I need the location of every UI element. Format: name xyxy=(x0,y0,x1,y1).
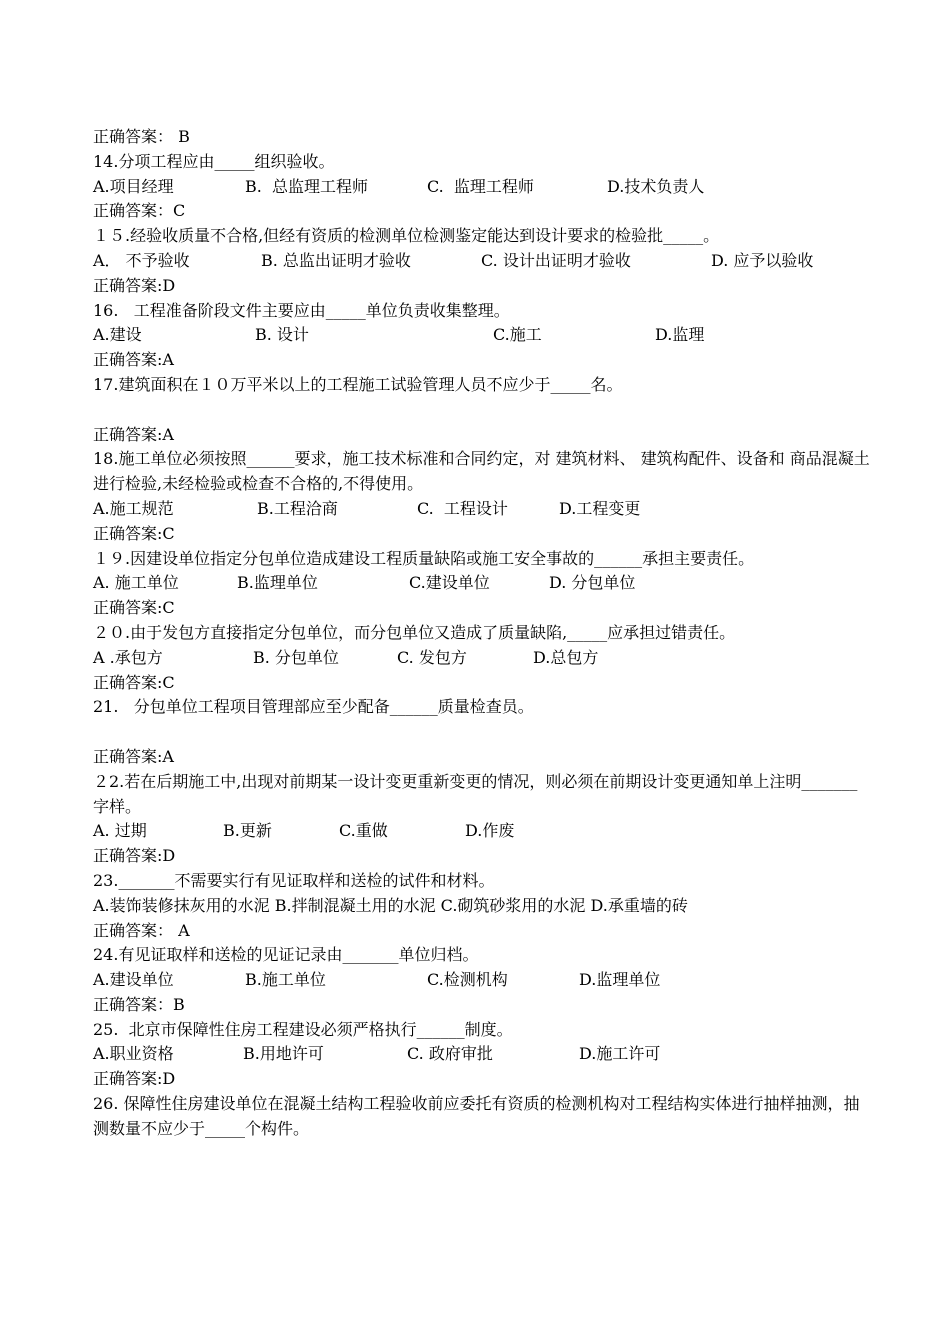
option-c: C.重做 xyxy=(339,821,388,841)
option-c: C. 监理工程师 xyxy=(427,176,534,196)
option-b: B. 分包单位 xyxy=(253,647,339,667)
option-row xyxy=(93,646,873,671)
option-a: A.建设 xyxy=(93,325,142,345)
option-b: B.施工单位 xyxy=(245,970,326,990)
answer-line: 正确答案:A xyxy=(93,746,174,766)
option-row xyxy=(93,175,873,200)
answer-line: 正确答案:D xyxy=(93,275,176,295)
option-b: B.用地许可 xyxy=(243,1044,324,1064)
question-text: 17.建筑面积在１０万平米以上的工程施工试验管理人员不应少于_____名。 xyxy=(93,374,623,394)
option-b: B. 总监出证明才验收 xyxy=(261,250,411,270)
option-d: D.监理单位 xyxy=(579,970,661,990)
answer-line: 正确答案:A xyxy=(93,350,174,370)
option-a: A.施工规范 xyxy=(93,498,174,518)
option-c: C. 设计出证明才验收 xyxy=(481,250,631,270)
option-d: D.监理 xyxy=(655,325,705,345)
option-d: D. 应予以验收 xyxy=(711,250,814,270)
question-text: 21. 分包单位工程项目管理部应至少配备______质量检查员。 xyxy=(93,697,534,717)
option-a: A.项目经理 xyxy=(93,176,174,196)
option-a: A. 过期 xyxy=(93,821,147,841)
answer-line: 正确答案:D xyxy=(93,846,176,866)
question-text: 14.分项工程应由_____组织验收。 xyxy=(93,151,335,171)
option-row xyxy=(93,249,873,274)
question-text: 24.有见证取样和送检的见证记录由_______单位归档。 xyxy=(93,945,479,965)
answer-line: 正确答案：C xyxy=(93,201,186,221)
question-text: A.装饰装修抹灰用的水泥 B.拌制混凝土用的水泥 C.砌筑砂浆用的水泥 D.承重墙的砖 xyxy=(93,895,688,915)
option-b: B.工程洽商 xyxy=(257,498,338,518)
answer-line: 正确答案:C xyxy=(93,598,175,618)
option-d: D.总包方 xyxy=(533,647,599,667)
option-row xyxy=(93,1042,873,1067)
option-row xyxy=(93,571,873,596)
document-page xyxy=(93,125,873,1142)
option-d: D. 分包单位 xyxy=(549,573,636,593)
option-a: A.建设单位 xyxy=(93,970,174,990)
option-b: B.监理单位 xyxy=(237,573,318,593)
blank-line xyxy=(93,398,873,423)
question-text: １９.因建设单位指定分包单位造成建设工程质量缺陷或施工安全事故的______承担主要责任。 xyxy=(93,548,755,568)
option-c: C. 工程设计 xyxy=(417,498,508,518)
option-c: C. 政府审批 xyxy=(407,1044,493,1064)
answer-line: 正确答案:C xyxy=(93,672,175,692)
option-b: B.更新 xyxy=(223,821,272,841)
answer-line: 正确答案:A xyxy=(93,424,174,444)
option-c: C.施工 xyxy=(493,325,542,345)
option-d: D.施工许可 xyxy=(579,1044,661,1064)
option-b: B. 设计 xyxy=(255,325,309,345)
option-row xyxy=(93,968,873,993)
option-row xyxy=(93,323,873,348)
answer-line: 正确答案:D xyxy=(93,1069,176,1089)
question-text: １５.经验收质量不合格,但经有资质的检测单位检测鉴定能达到设计要求的检验批_____。 xyxy=(93,226,720,246)
answer-line: 正确答案： B xyxy=(93,127,190,146)
option-c: C.检测机构 xyxy=(427,970,508,990)
answer-line: 正确答案： A xyxy=(93,920,190,940)
question-text: ２2.若在后期施工中,出现对前期某一设计变更重新变更的情况，则必须在前期设计变更通知单上注明_______字样。 xyxy=(93,771,858,816)
blank-line xyxy=(93,720,873,745)
option-a: A． 不予验收 xyxy=(93,250,190,270)
option-row xyxy=(93,819,873,844)
option-a: A. 施工单位 xyxy=(93,573,179,593)
question-text: 25. 北京市保障性住房工程建设必须严格执行______制度。 xyxy=(93,1019,513,1039)
question-text: 23._______不需要实行有见证取样和送检的试件和材料。 xyxy=(93,870,495,890)
answer-line: 正确答案:C xyxy=(93,523,175,543)
option-row xyxy=(93,497,873,522)
option-a: A.职业资格 xyxy=(93,1044,174,1064)
answer-line: 正确答案：B xyxy=(93,994,185,1014)
option-d: D.工程变更 xyxy=(559,498,641,518)
question-text: 16. 工程准备阶段文件主要应由_____单位负责收集整理。 xyxy=(93,300,510,320)
option-d: D.作废 xyxy=(465,821,515,841)
option-b: B. 总监理工程师 xyxy=(245,176,369,196)
option-a: A .承包方 xyxy=(93,647,163,667)
question-text: 26. 保障性住房建设单位在混凝土结构工程验收前应委托有资质的检测机构对工程结构实体进行抽样抽测，抽测数量不应少于_____个构件。 xyxy=(93,1094,860,1138)
question-text: 18.施工单位必须按照______要求，施工技术标准和合同约定，对 建筑材料、 建筑构配件、设备和 商品混凝土进行检验,未经检验或检查不合格的,不得使用。 xyxy=(93,449,870,494)
option-d: D.技术负责人 xyxy=(607,176,705,196)
question-text: ２０.由于发包方直接指定分包单位，而分包单位又造成了质量缺陷,_____应承担过错责任。 xyxy=(93,622,736,642)
option-c: C.建设单位 xyxy=(409,573,490,593)
option-c: C. 发包方 xyxy=(397,647,467,667)
